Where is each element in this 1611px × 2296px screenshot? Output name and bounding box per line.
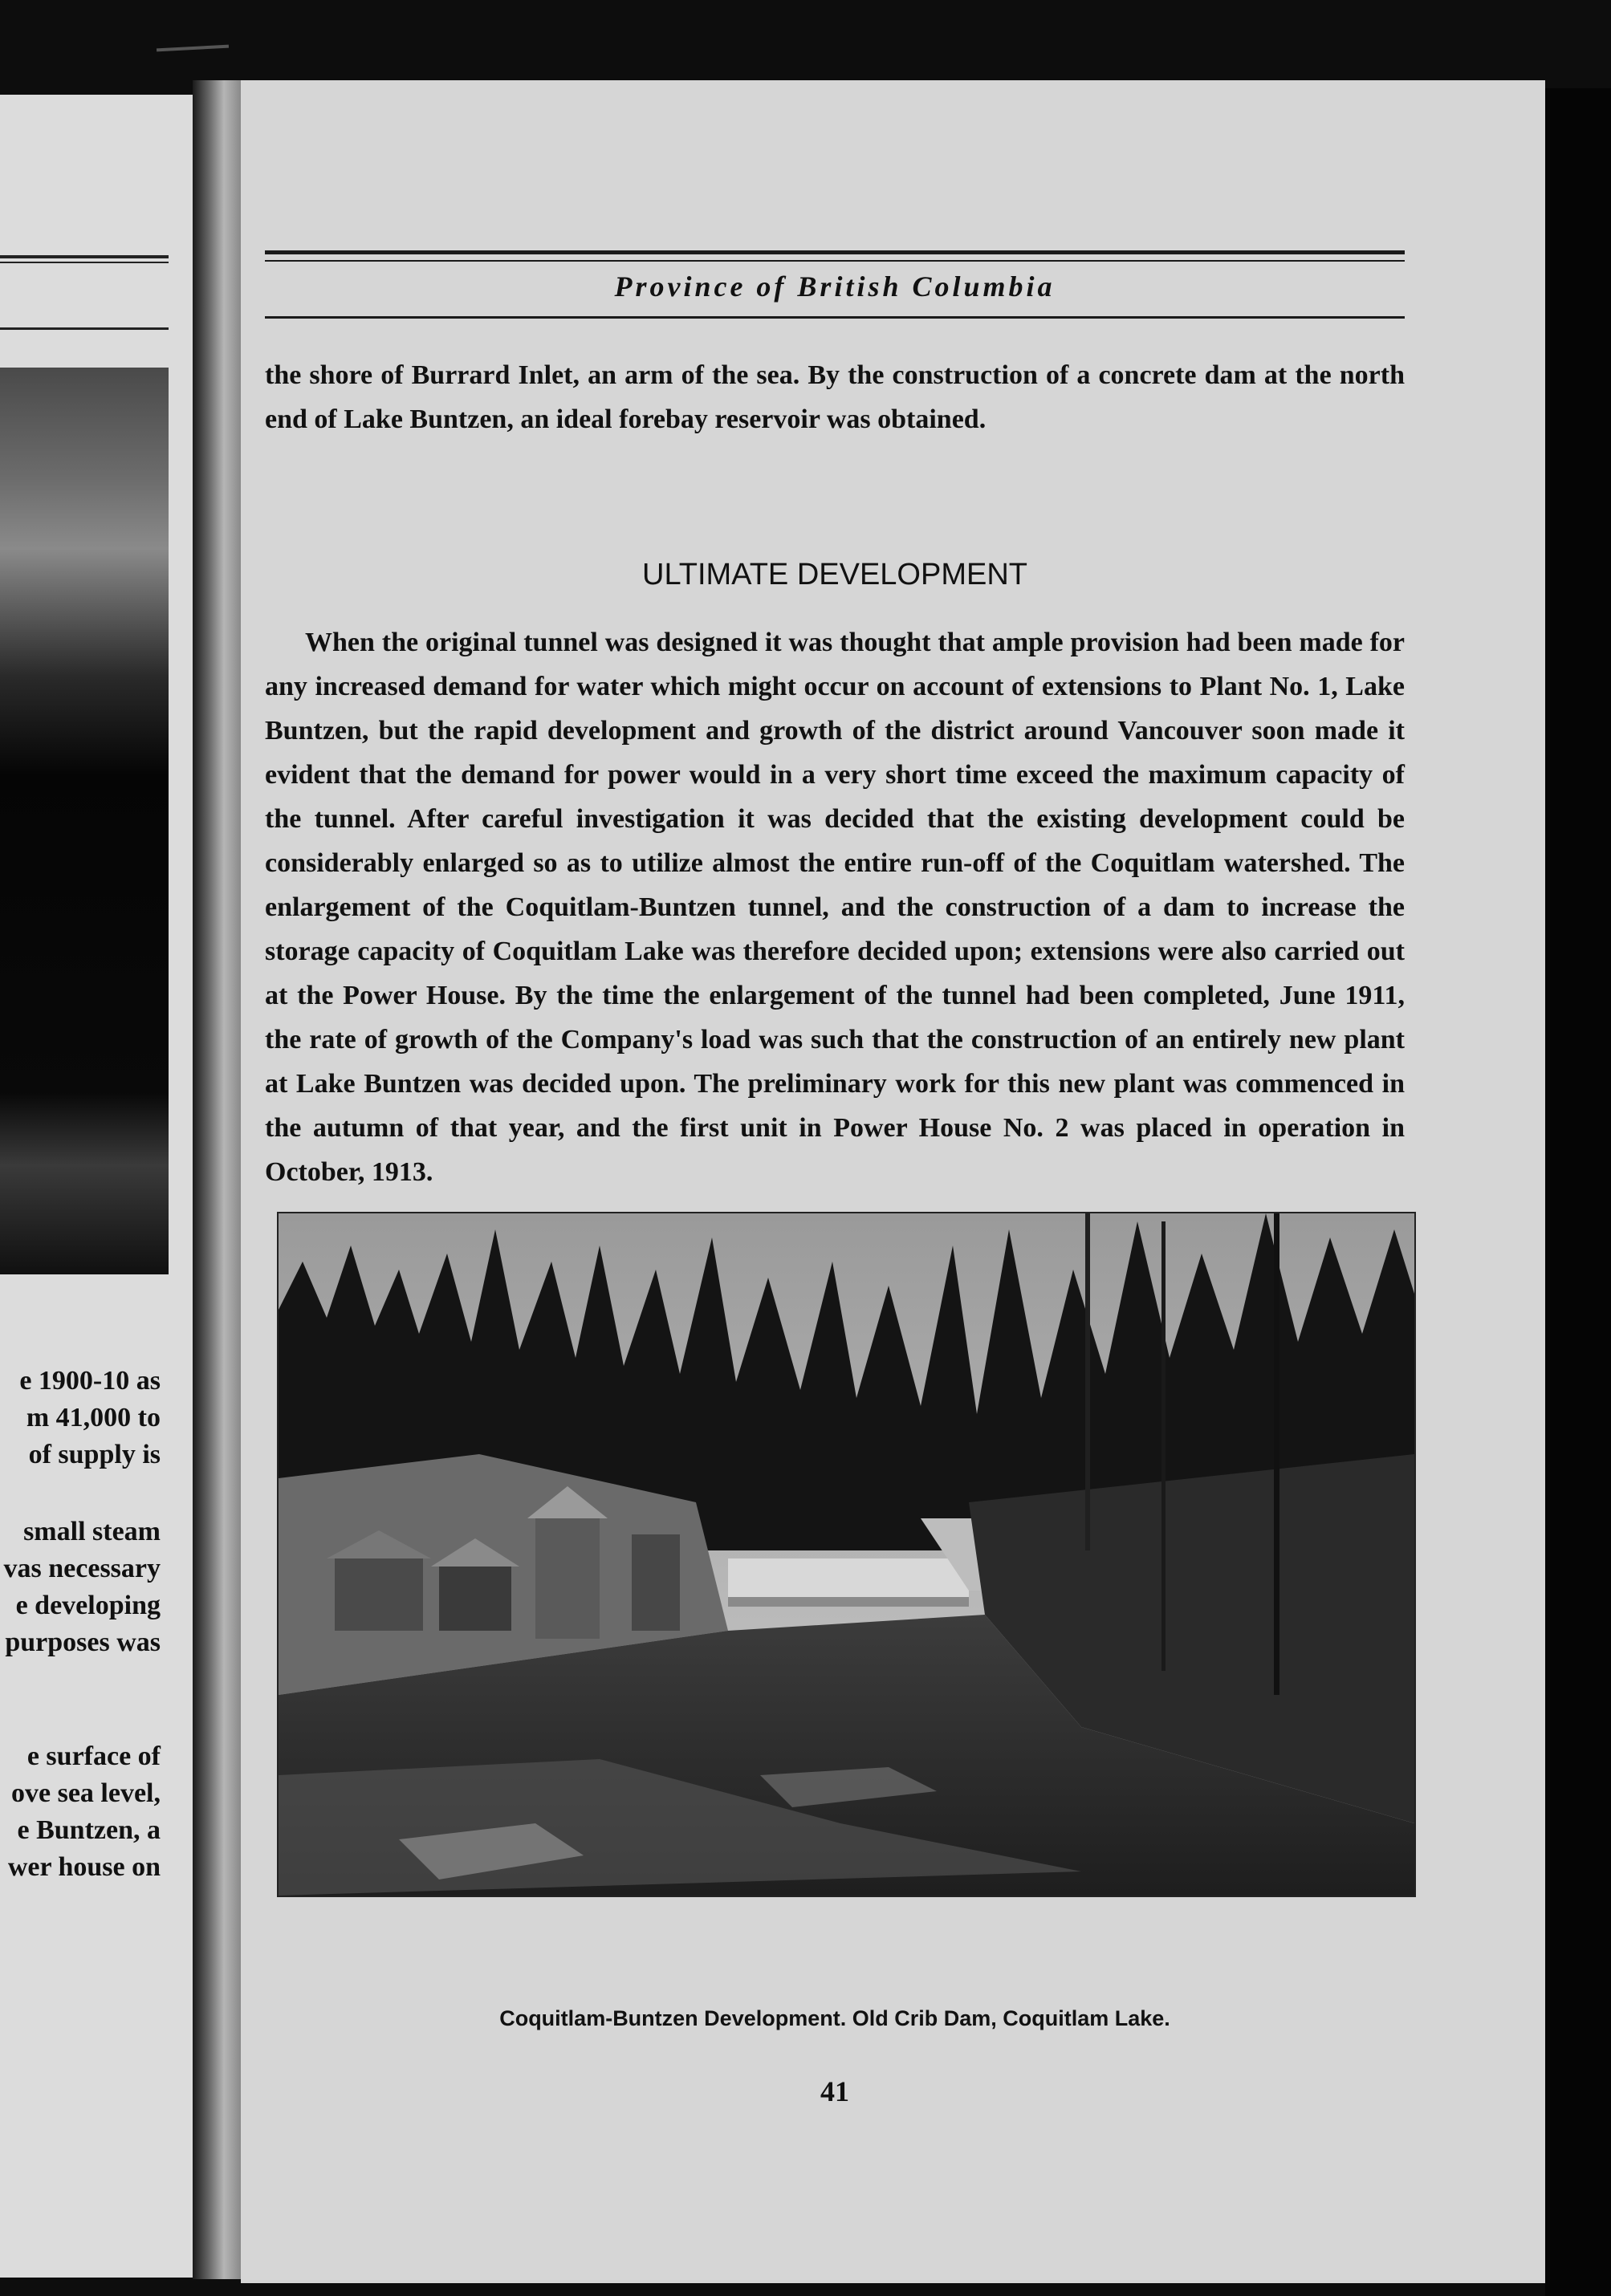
page-number: 41 xyxy=(820,2075,849,2107)
section-heading: ULTIMATE DEVELOPMENT xyxy=(642,558,1027,591)
left-text-line: e 1900-10 as xyxy=(19,1366,161,1396)
left-text-line: e surface of xyxy=(26,1741,161,1771)
header-rule-thick xyxy=(265,250,1405,254)
left-text-line: vas necessary xyxy=(3,1554,161,1583)
left-text-line: of supply is xyxy=(28,1440,161,1469)
left-photograph xyxy=(0,368,169,1274)
left-page-text xyxy=(0,1363,161,1886)
scan-border xyxy=(1545,88,1611,2296)
left-text-line: ove sea level, xyxy=(11,1778,161,1808)
book-spine xyxy=(193,80,241,2279)
left-text-line: e Buntzen, a xyxy=(17,1815,161,1845)
photo-caption: Coquitlam-Buntzen Development. Old Crib Dam, Coquitlam Lake. xyxy=(499,2006,1170,2030)
left-text-line: wer house on xyxy=(7,1852,161,1882)
header-rule-thin xyxy=(265,260,1405,262)
left-text-line: purposes was xyxy=(5,1628,161,1657)
body-paragraph: When the original tunnel was designed it was thought that ample provision had been made for any increased demand for water which might occur on account of extensions to Plant No. 1, Lake Buntzen, but the rapid development and growth of the district around Vancouver soon made it evident that the demand for power would in a very short time exceed the maximum capacity of the tunnel. After careful investigation it was decided that the existing development could be considerably enlarged so as to utilize almost the entire run-off of the Coquitlam watershed. The enlargement of the Coquitlam-Buntzen tunnel, and the construction of a dam to increase the storage capacity of Coquitlam Lake was therefore decided upon; extensions were also carried out at the Power House. By the time the enlargement of the tunnel had been completed, June 1911, the rate of growth of the Company's load was such that the construction of an entirely new plant at Lake Buntzen was decided upon. The preliminary work for this new plant was commenced in the autumn of that year, and the first unit in Power House No. 2 was placed in operation in October, 1913. xyxy=(265,628,1405,1187)
left-header-rule xyxy=(0,327,169,330)
left-text-line: e developing xyxy=(15,1591,161,1620)
intro-paragraph: the shore of Burrard Inlet, an arm of the sea. By the construction of a concrete dam at the north end of Lake Buntzen, an ideal forebay reservoir was obtained. xyxy=(265,360,1405,434)
book-page xyxy=(241,80,1545,2283)
left-text-line: m 41,000 to xyxy=(26,1403,161,1432)
dam-photograph xyxy=(277,1212,1416,1897)
running-head-rule xyxy=(265,316,1405,319)
scan-mark xyxy=(157,45,229,52)
previous-page-fragment xyxy=(0,95,193,2278)
running-head: Province of British Columbia xyxy=(614,270,1056,303)
left-text-line: small steam xyxy=(23,1517,161,1546)
left-header-rules xyxy=(0,255,169,263)
